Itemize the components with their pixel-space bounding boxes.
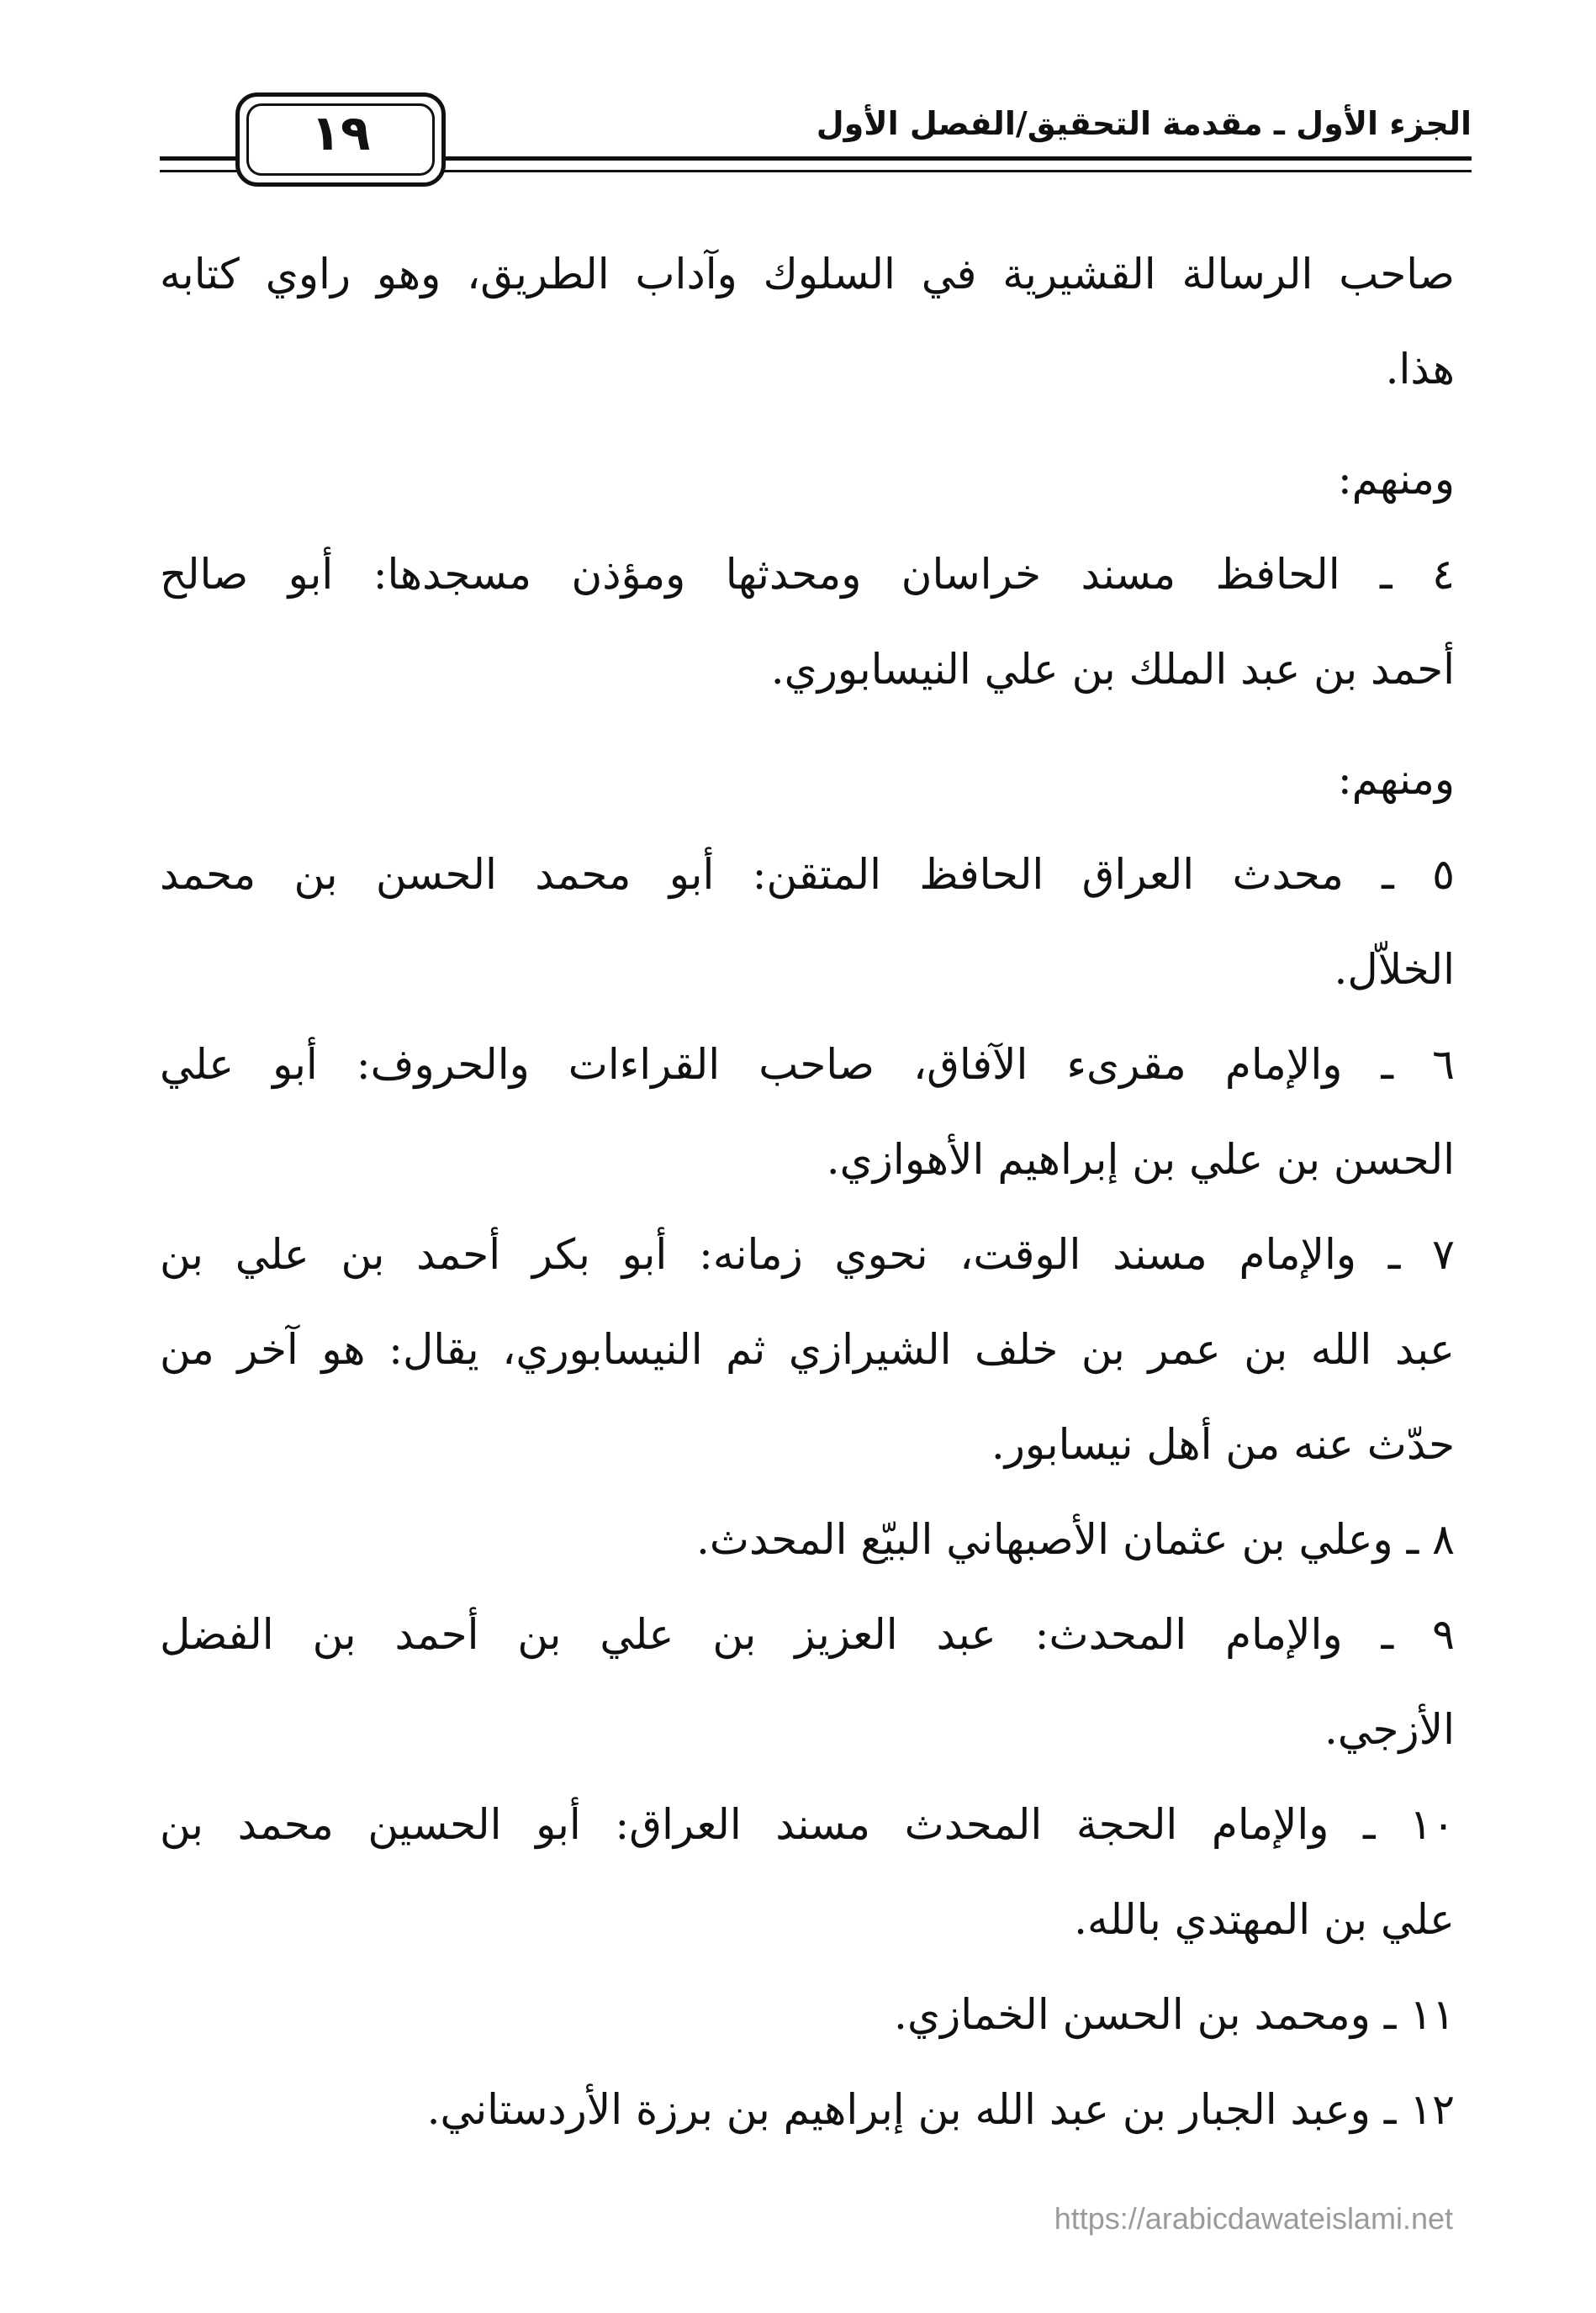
text-line: علي بن المهتدي بالله.: [1074, 1895, 1455, 1944]
paragraph: [160, 1017, 1455, 1207]
text-line: ومنهم:: [1337, 455, 1455, 504]
paragraph: [160, 1587, 1455, 1777]
paragraph: [160, 1967, 1455, 2062]
text-line: ٦ ـ والإمام مقرىء الآفاق، صاحب القراءات والحروف: أبو علي: [160, 1040, 1455, 1089]
paragraph: [160, 1492, 1455, 1587]
text-line: ٧ ـ والإمام مسند الوقت، نحوي زمانه: أبو بكر أحمد بن علي بن: [160, 1230, 1455, 1279]
text-line: صاحب الرسالة القشيرية في السلوك وآداب الطريق، وهو راوي كتابه: [160, 250, 1455, 298]
page-number: ١٩: [310, 104, 371, 161]
text-line: ١٠ ـ والإمام الحجة المحدث مسند العراق: أبو الحسين محمد بن: [160, 1800, 1455, 1849]
paragraph: [160, 1207, 1455, 1492]
body-text: [160, 227, 1455, 2157]
text-line: ٥ ـ محدث العراق الحافظ المتقن: أبو محمد الحسن بن محمد: [160, 850, 1455, 899]
paragraph: [160, 227, 1455, 417]
page-number-frame: [235, 92, 446, 187]
text-line: الحسن بن علي بن إبراهيم الأهوازي.: [826, 1135, 1455, 1184]
text-line: حدّث عنه من أهل نيسابور.: [991, 1420, 1455, 1469]
text-line: ١٢ ـ وعبد الجبار بن عبد الله بن إبراهيم بن برزة الأردستاني.: [426, 2085, 1455, 2134]
text-line: ومنهم:: [1337, 755, 1455, 804]
paragraph: [160, 527, 1455, 717]
text-line: هذا.: [1385, 345, 1455, 393]
watermark-url: https://arabicdawateislami.net: [1054, 2201, 1453, 2236]
text-line: ٨ ـ وعلي بن عثمان الأصبهاني البيّع المحدث.: [696, 1515, 1455, 1564]
text-line: الأزجي.: [1324, 1705, 1455, 1754]
header-title: الجزء الأول ـ مقدمة التحقيق/الفصل الأول: [816, 105, 1472, 142]
text-line: عبد الله بن عمر بن خلف الشيرازي ثم النيسابوري، يقال: هو آخر من: [160, 1325, 1455, 1374]
text-line: ١١ ـ ومحمد بن الحسن الخمازي.: [894, 1990, 1455, 2039]
paragraph: [160, 1777, 1455, 1967]
paragraph: [160, 432, 1455, 527]
text-line: أحمد بن عبد الملك بن علي النيسابوري.: [770, 645, 1455, 694]
text-line: الخلاّل.: [1334, 945, 1455, 994]
paragraph: [160, 2062, 1455, 2157]
text-line: ٤ ـ الحافظ مسند خراسان ومحدثها ومؤذن مسجدها: أبو صالح: [160, 550, 1455, 599]
paragraph: [160, 732, 1455, 827]
paragraph: [160, 827, 1455, 1017]
text-line: ٩ ـ والإمام المحدث: عبد العزيز بن علي بن أحمد بن الفضل: [160, 1610, 1455, 1659]
page-header: [160, 92, 1472, 202]
